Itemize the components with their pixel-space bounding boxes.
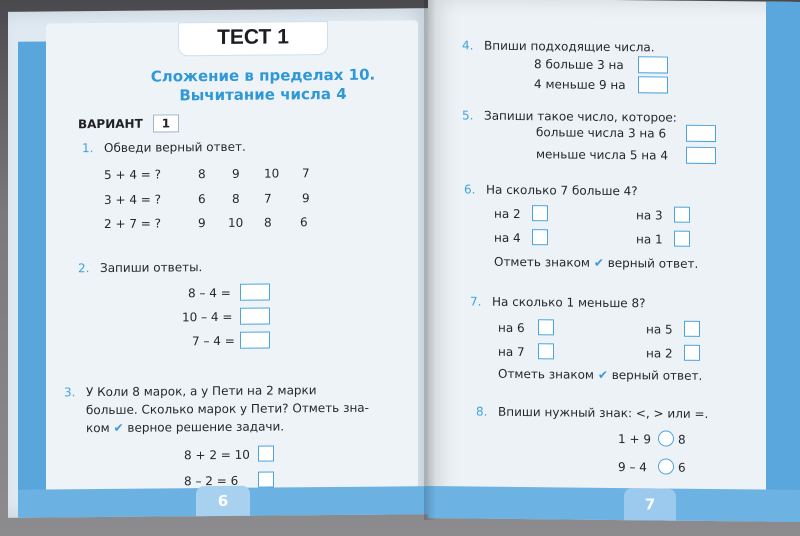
q1-expression: 5 + 4 = ? <box>104 167 162 182</box>
q1-option[interactable]: 9 <box>198 216 206 231</box>
q6-instruction <box>494 253 698 273</box>
q6-options-row <box>494 229 704 251</box>
test-subtitle <box>118 65 408 106</box>
q1-option[interactable]: 6 <box>198 192 206 207</box>
question-1-number: 1. <box>82 141 94 156</box>
question-7-number: 7. <box>470 294 482 309</box>
right-page-side-stripe <box>766 2 800 522</box>
q2-expression: 7 – 4 = <box>192 333 235 349</box>
question-2-number: 2. <box>78 261 90 276</box>
q1-option[interactable]: 9 <box>302 191 310 206</box>
q1-option[interactable]: 6 <box>300 215 308 230</box>
left-page-side-stripe <box>18 42 46 512</box>
q1-option[interactable]: 8 <box>232 191 240 206</box>
q2-row <box>178 283 288 304</box>
checkbox[interactable] <box>674 207 690 223</box>
q1-option[interactable]: 10 <box>228 215 244 230</box>
right-page <box>428 0 800 522</box>
comparison-circle[interactable] <box>658 458 674 474</box>
q3-option-text: 8 + 2 = 10 <box>184 447 250 463</box>
subtitle-line-1: Сложение в пределах 10. <box>150 65 376 86</box>
q1-option[interactable]: 10 <box>264 166 280 181</box>
question-5-text: Запиши такое число, которое: <box>484 108 677 125</box>
question-3-line-3-start: ком <box>86 420 110 436</box>
checkmark-icon: ✔ <box>597 367 608 382</box>
q3-option-text: 8 – 2 = 6 <box>184 473 239 489</box>
q8-left-expression: 9 – 4 <box>618 460 647 475</box>
question-3-number: 3. <box>64 385 76 400</box>
q8-row <box>618 458 738 479</box>
q6-instruction-end: верный ответ. <box>607 255 699 271</box>
q7-option: на 6 <box>498 320 525 336</box>
question-8-text: Впиши нужный знак: <, > или =. <box>498 404 709 421</box>
question-3 <box>64 380 404 437</box>
checkmark-icon: ✔ <box>593 255 604 270</box>
q7-instruction <box>498 365 702 385</box>
q4-text: 4 меньше 9 на <box>534 77 626 93</box>
q5-row <box>536 145 736 167</box>
question-2 <box>78 258 202 277</box>
q5-text: меньше числа 5 на 4 <box>536 147 668 163</box>
question-3-line-3-end: верное решение задачи. <box>127 419 285 435</box>
question-7-text: На сколько 1 меньше 8? <box>492 294 646 311</box>
checkbox[interactable] <box>258 472 274 488</box>
checkmark-icon: ✔ <box>113 420 124 435</box>
q7-options-row <box>498 343 718 365</box>
question-4 <box>462 36 655 56</box>
checkbox[interactable] <box>684 345 700 361</box>
q3-option-row <box>178 445 288 466</box>
q4-text: 8 больше 3 на <box>534 57 624 73</box>
q6-option: на 3 <box>636 208 663 223</box>
q3-option-row <box>178 471 288 492</box>
q6-option: на 4 <box>494 230 521 246</box>
q7-option: на 7 <box>498 344 525 360</box>
question-3-line-3 <box>64 416 404 437</box>
comparison-circle[interactable] <box>658 430 674 446</box>
question-8-number: 8. <box>476 404 488 419</box>
q2-row <box>178 307 288 328</box>
q1-row <box>104 215 334 233</box>
subtitle-line-2: Вычитание числа 4 <box>179 84 347 105</box>
checkbox[interactable] <box>258 446 274 462</box>
q1-option[interactable]: 7 <box>302 166 310 181</box>
q1-option[interactable]: 8 <box>264 215 272 230</box>
checkbox[interactable] <box>532 205 548 221</box>
question-7 <box>470 292 646 312</box>
q8-left-expression: 1 + 9 <box>618 432 651 447</box>
q4-row <box>528 55 678 77</box>
answer-box[interactable] <box>240 284 270 301</box>
left-page <box>8 8 428 518</box>
q1-row <box>104 191 334 209</box>
q8-right-value: 8 <box>678 432 686 447</box>
page-number-left: 6 <box>196 486 250 516</box>
right-page-bottom-stripe <box>428 486 800 522</box>
checkbox[interactable] <box>538 343 554 359</box>
q7-options-row <box>498 319 718 341</box>
question-4-number: 4. <box>462 38 474 53</box>
question-1 <box>82 138 246 157</box>
q8-row <box>618 430 738 451</box>
question-4-text: Впиши подходящие числа. <box>484 38 655 55</box>
question-3-line-2: больше. Сколько марок у Пети? Отметь зна- <box>86 400 369 418</box>
q5-row <box>536 123 736 145</box>
answer-box[interactable] <box>240 308 270 325</box>
book-spine <box>424 0 436 520</box>
q2-expression: 8 – 4 = <box>188 285 231 301</box>
answer-box[interactable] <box>638 76 668 93</box>
q1-expression: 2 + 7 = ? <box>104 216 162 231</box>
checkbox[interactable] <box>684 321 700 337</box>
variant-label <box>78 114 179 133</box>
q1-option[interactable]: 7 <box>264 191 272 206</box>
q4-row <box>528 75 678 97</box>
question-1-text: Обведи верный ответ. <box>104 139 246 155</box>
q7-option: на 2 <box>646 346 673 361</box>
question-8 <box>476 403 708 423</box>
question-2-text: Запиши ответы. <box>100 260 203 276</box>
question-6-text: На сколько 7 больше 4? <box>486 182 638 199</box>
q1-option[interactable]: 9 <box>232 166 240 181</box>
q6-option: на 2 <box>494 206 521 222</box>
q1-option[interactable]: 8 <box>198 167 206 182</box>
question-5-number: 5. <box>462 108 474 123</box>
q6-instruction-start: Отметь знаком <box>494 254 590 270</box>
test-title: ТЕСТ 1 <box>217 25 289 50</box>
q7-option: на 5 <box>646 322 673 337</box>
question-6 <box>464 180 638 200</box>
question-3-line-1: У Коли 8 марок, а у Пети на 2 марки <box>86 383 317 400</box>
answer-box[interactable] <box>240 332 270 349</box>
q7-instruction-end: верный ответ. <box>611 367 703 383</box>
q6-options-row <box>494 205 704 227</box>
question-6-number: 6. <box>464 182 476 197</box>
q1-row <box>104 166 334 184</box>
page-number-right: 7 <box>624 488 676 521</box>
q6-option: на 1 <box>636 232 663 247</box>
checkbox[interactable] <box>538 319 554 335</box>
answer-box[interactable] <box>638 56 668 73</box>
checkbox[interactable] <box>674 231 690 247</box>
checkbox[interactable] <box>532 229 548 245</box>
q2-expression: 10 – 4 = <box>182 309 233 325</box>
answer-box[interactable] <box>686 147 716 164</box>
q5-text: больше числа 3 на 6 <box>536 125 667 141</box>
q8-right-value: 6 <box>678 460 686 475</box>
variant-number-box: 1 <box>153 114 179 132</box>
q1-expression: 3 + 4 = ? <box>104 192 162 207</box>
q2-row <box>178 331 288 352</box>
answer-box[interactable] <box>686 125 716 142</box>
q7-instruction-start: Отметь знаком <box>498 366 594 382</box>
variant-text: ВАРИАНТ <box>78 116 143 132</box>
